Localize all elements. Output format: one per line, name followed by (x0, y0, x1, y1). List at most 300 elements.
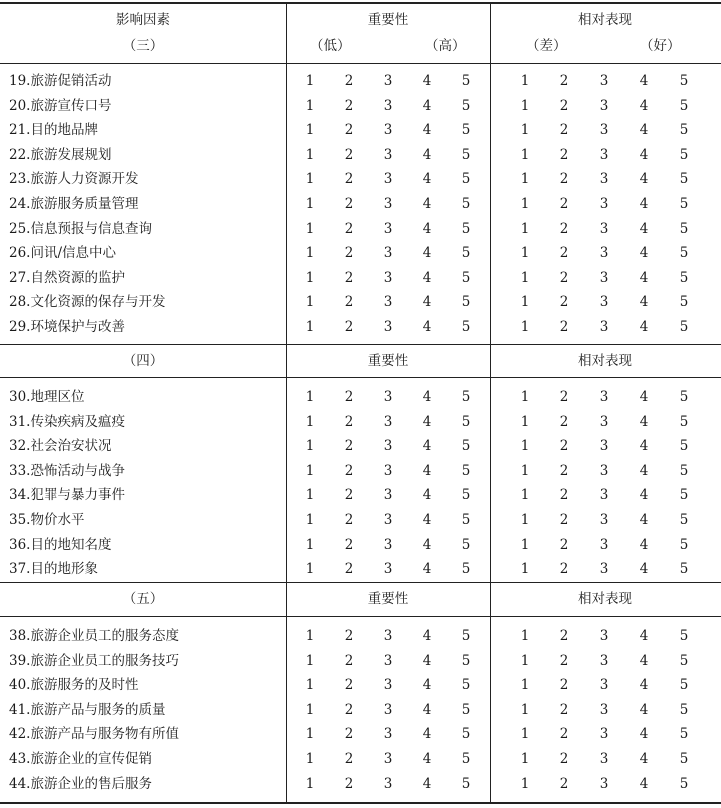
importance-score-3: 3 (383, 147, 393, 163)
performance-score-5: 5 (679, 561, 689, 577)
importance-score-1: 1 (305, 628, 315, 644)
performance-score-2: 2 (559, 512, 569, 528)
performance-score-1: 1 (520, 487, 530, 503)
importance-score-3: 3 (383, 561, 393, 577)
performance-score-5: 5 (679, 245, 689, 261)
importance-score-2: 2 (344, 270, 354, 286)
performance-score-1: 1 (520, 677, 530, 693)
importance-score-1: 1 (305, 537, 315, 553)
importance-score-3: 3 (383, 677, 393, 693)
importance-score-1: 1 (305, 726, 315, 742)
factor-item-label: 41.旅游产品与服务的质量 (9, 702, 166, 718)
table-top-rule (0, 2, 721, 4)
section-four-top-rule (0, 344, 721, 345)
importance-score-3: 3 (383, 196, 393, 212)
performance-score-2: 2 (559, 414, 569, 430)
importance-score-3: 3 (383, 414, 393, 430)
performance-score-5: 5 (679, 537, 689, 553)
performance-score-5: 5 (679, 389, 689, 405)
importance-score-1: 1 (305, 221, 315, 237)
performance-score-2: 2 (559, 73, 569, 89)
performance-score-4: 4 (639, 561, 649, 577)
performance-score-4: 4 (639, 196, 649, 212)
performance-score-2: 2 (559, 245, 569, 261)
performance-score-5: 5 (679, 463, 689, 479)
importance-score-4: 4 (422, 294, 432, 310)
section-four-performance-header: 相对表现 (578, 353, 632, 369)
importance-score-5: 5 (461, 98, 471, 114)
importance-score-4: 4 (422, 147, 432, 163)
performance-score-3: 3 (599, 389, 609, 405)
importance-score-3: 3 (383, 537, 393, 553)
section-five-header-rule (0, 616, 721, 617)
performance-score-1: 1 (520, 270, 530, 286)
performance-score-2: 2 (559, 438, 569, 454)
performance-score-1: 1 (520, 726, 530, 742)
performance-score-1: 1 (520, 122, 530, 138)
performance-score-2: 2 (559, 122, 569, 138)
performance-score-2: 2 (559, 776, 569, 792)
performance-score-2: 2 (559, 677, 569, 693)
importance-score-5: 5 (461, 414, 471, 430)
importance-score-1: 1 (305, 487, 315, 503)
factor-item-label: 24.旅游服务质量管理 (9, 196, 139, 212)
performance-score-1: 1 (520, 319, 530, 335)
importance-score-5: 5 (461, 487, 471, 503)
importance-score-4: 4 (422, 776, 432, 792)
importance-score-3: 3 (383, 122, 393, 138)
importance-score-4: 4 (422, 463, 432, 479)
importance-score-5: 5 (461, 73, 471, 89)
importance-score-3: 3 (383, 487, 393, 503)
importance-score-1: 1 (305, 73, 315, 89)
performance-score-4: 4 (639, 122, 649, 138)
importance-column-header: 重要性 (367, 12, 409, 28)
importance-score-4: 4 (422, 628, 432, 644)
importance-score-3: 3 (383, 73, 393, 89)
importance-score-4: 4 (422, 245, 432, 261)
importance-score-5: 5 (461, 245, 471, 261)
importance-score-1: 1 (305, 319, 315, 335)
performance-score-4: 4 (639, 537, 649, 553)
factor-item-label: 35.物价水平 (9, 512, 85, 528)
performance-score-1: 1 (520, 73, 530, 89)
importance-score-1: 1 (305, 702, 315, 718)
importance-score-2: 2 (344, 751, 354, 767)
importance-score-3: 3 (383, 702, 393, 718)
performance-score-5: 5 (679, 512, 689, 528)
importance-score-1: 1 (305, 512, 315, 528)
importance-low-label: （低） (310, 38, 351, 54)
performance-score-3: 3 (599, 512, 609, 528)
performance-score-1: 1 (520, 414, 530, 430)
importance-score-5: 5 (461, 196, 471, 212)
importance-score-4: 4 (422, 702, 432, 718)
importance-score-5: 5 (461, 221, 471, 237)
section-four-label: （四） (122, 353, 164, 369)
importance-score-2: 2 (344, 653, 354, 669)
performance-score-2: 2 (559, 463, 569, 479)
importance-score-2: 2 (344, 122, 354, 138)
performance-score-2: 2 (559, 294, 569, 310)
importance-score-4: 4 (422, 221, 432, 237)
importance-score-5: 5 (461, 751, 471, 767)
performance-score-3: 3 (599, 561, 609, 577)
performance-score-4: 4 (639, 319, 649, 335)
importance-score-3: 3 (383, 726, 393, 742)
performance-column-header: 相对表现 (578, 12, 632, 28)
performance-score-5: 5 (679, 628, 689, 644)
factor-item-label: 43.旅游企业的宣传促销 (9, 751, 152, 767)
performance-score-1: 1 (520, 389, 530, 405)
performance-score-2: 2 (559, 221, 569, 237)
importance-score-1: 1 (305, 463, 315, 479)
importance-score-5: 5 (461, 389, 471, 405)
importance-score-2: 2 (344, 628, 354, 644)
importance-score-1: 1 (305, 122, 315, 138)
performance-score-4: 4 (639, 438, 649, 454)
performance-score-2: 2 (559, 653, 569, 669)
importance-score-3: 3 (383, 463, 393, 479)
performance-score-3: 3 (599, 487, 609, 503)
importance-score-4: 4 (422, 653, 432, 669)
column-divider-right (490, 2, 491, 804)
importance-score-3: 3 (383, 512, 393, 528)
importance-score-2: 2 (344, 726, 354, 742)
performance-score-5: 5 (679, 487, 689, 503)
importance-score-3: 3 (383, 319, 393, 335)
importance-score-2: 2 (344, 73, 354, 89)
performance-score-4: 4 (639, 98, 649, 114)
performance-score-1: 1 (520, 537, 530, 553)
importance-score-4: 4 (422, 122, 432, 138)
importance-score-4: 4 (422, 171, 432, 187)
importance-score-4: 4 (422, 751, 432, 767)
factor-item-label: 40.旅游服务的及时性 (9, 677, 139, 693)
factor-item-label: 42.旅游产品与服务物有所值 (9, 726, 179, 742)
importance-score-4: 4 (422, 73, 432, 89)
factor-item-label: 31.传染疾病及瘟疫 (9, 414, 125, 430)
importance-score-4: 4 (422, 414, 432, 430)
importance-score-2: 2 (344, 319, 354, 335)
performance-score-4: 4 (639, 776, 649, 792)
importance-high-label: （高） (425, 38, 466, 54)
performance-score-4: 4 (639, 171, 649, 187)
performance-score-5: 5 (679, 171, 689, 187)
importance-score-2: 2 (344, 512, 354, 528)
importance-score-1: 1 (305, 677, 315, 693)
section-five-label: （五） (122, 591, 164, 607)
performance-score-4: 4 (639, 751, 649, 767)
factor-column-header: 影响因素 (116, 12, 170, 28)
performance-score-3: 3 (599, 221, 609, 237)
importance-score-2: 2 (344, 98, 354, 114)
importance-score-3: 3 (383, 171, 393, 187)
performance-score-4: 4 (639, 294, 649, 310)
importance-score-2: 2 (344, 487, 354, 503)
importance-score-4: 4 (422, 196, 432, 212)
performance-score-3: 3 (599, 702, 609, 718)
factor-item-label: 33.恐怖活动与战争 (9, 463, 125, 479)
importance-score-1: 1 (305, 561, 315, 577)
performance-score-3: 3 (599, 270, 609, 286)
importance-score-4: 4 (422, 487, 432, 503)
performance-score-4: 4 (639, 677, 649, 693)
performance-score-3: 3 (599, 677, 609, 693)
performance-score-5: 5 (679, 294, 689, 310)
performance-score-3: 3 (599, 122, 609, 138)
performance-score-5: 5 (679, 438, 689, 454)
performance-score-3: 3 (599, 628, 609, 644)
importance-score-2: 2 (344, 438, 354, 454)
importance-score-3: 3 (383, 245, 393, 261)
importance-score-4: 4 (422, 319, 432, 335)
importance-score-5: 5 (461, 319, 471, 335)
importance-score-1: 1 (305, 270, 315, 286)
importance-score-1: 1 (305, 776, 315, 792)
performance-score-1: 1 (520, 512, 530, 528)
importance-score-2: 2 (344, 221, 354, 237)
importance-score-3: 3 (383, 653, 393, 669)
performance-score-4: 4 (639, 653, 649, 669)
factor-item-label: 32.社会治安状况 (9, 438, 112, 454)
importance-score-3: 3 (383, 751, 393, 767)
performance-score-3: 3 (599, 319, 609, 335)
importance-score-5: 5 (461, 122, 471, 138)
importance-score-4: 4 (422, 438, 432, 454)
importance-score-2: 2 (344, 702, 354, 718)
importance-score-4: 4 (422, 512, 432, 528)
factor-item-label: 34.犯罪与暴力事件 (9, 487, 125, 503)
performance-score-4: 4 (639, 628, 649, 644)
performance-score-4: 4 (639, 270, 649, 286)
factor-item-label: 19.旅游促销活动 (9, 73, 112, 89)
performance-score-1: 1 (520, 438, 530, 454)
importance-score-1: 1 (305, 294, 315, 310)
importance-score-4: 4 (422, 561, 432, 577)
performance-score-5: 5 (679, 73, 689, 89)
performance-score-5: 5 (679, 677, 689, 693)
importance-score-1: 1 (305, 196, 315, 212)
performance-score-2: 2 (559, 171, 569, 187)
performance-score-5: 5 (679, 653, 689, 669)
performance-score-2: 2 (559, 628, 569, 644)
factor-item-label: 30.地理区位 (9, 389, 85, 405)
importance-score-5: 5 (461, 438, 471, 454)
factor-item-label: 44.旅游企业的售后服务 (9, 776, 152, 792)
importance-score-3: 3 (383, 98, 393, 114)
performance-score-2: 2 (559, 487, 569, 503)
importance-score-4: 4 (422, 270, 432, 286)
importance-score-4: 4 (422, 677, 432, 693)
performance-score-3: 3 (599, 147, 609, 163)
importance-score-5: 5 (461, 561, 471, 577)
importance-score-2: 2 (344, 147, 354, 163)
section-five-performance-header: 相对表现 (578, 591, 632, 607)
performance-score-2: 2 (559, 389, 569, 405)
factor-item-label: 21.目的地品牌 (9, 122, 98, 138)
performance-score-1: 1 (520, 245, 530, 261)
performance-score-5: 5 (679, 702, 689, 718)
performance-score-2: 2 (559, 270, 569, 286)
factor-item-label: 26.问讯/信息中心 (9, 245, 117, 261)
performance-score-4: 4 (639, 512, 649, 528)
section-four-header-rule (0, 377, 721, 378)
importance-score-3: 3 (383, 776, 393, 792)
performance-score-1: 1 (520, 702, 530, 718)
performance-score-3: 3 (599, 776, 609, 792)
column-divider-left (286, 2, 287, 804)
performance-score-3: 3 (599, 196, 609, 212)
performance-score-3: 3 (599, 414, 609, 430)
importance-score-1: 1 (305, 98, 315, 114)
importance-score-3: 3 (383, 221, 393, 237)
importance-score-3: 3 (383, 389, 393, 405)
factor-item-label: 20.旅游宣传口号 (9, 98, 112, 114)
performance-score-1: 1 (520, 196, 530, 212)
importance-score-5: 5 (461, 270, 471, 286)
importance-score-4: 4 (422, 537, 432, 553)
performance-score-3: 3 (599, 537, 609, 553)
importance-score-3: 3 (383, 270, 393, 286)
section-three-label: （三） (122, 38, 164, 54)
performance-score-4: 4 (639, 147, 649, 163)
factor-item-label: 23.旅游人力资源开发 (9, 171, 139, 187)
importance-score-5: 5 (461, 512, 471, 528)
performance-score-1: 1 (520, 751, 530, 767)
importance-score-2: 2 (344, 196, 354, 212)
performance-score-3: 3 (599, 653, 609, 669)
importance-score-2: 2 (344, 561, 354, 577)
importance-score-5: 5 (461, 537, 471, 553)
performance-score-3: 3 (599, 171, 609, 187)
importance-score-5: 5 (461, 463, 471, 479)
importance-score-5: 5 (461, 677, 471, 693)
performance-bad-label: （差） (526, 38, 567, 54)
importance-score-5: 5 (461, 171, 471, 187)
section-four-importance-header: 重要性 (367, 353, 409, 369)
performance-score-4: 4 (639, 463, 649, 479)
performance-score-4: 4 (639, 702, 649, 718)
importance-score-1: 1 (305, 171, 315, 187)
performance-score-4: 4 (639, 389, 649, 405)
importance-score-2: 2 (344, 463, 354, 479)
importance-score-2: 2 (344, 245, 354, 261)
performance-score-4: 4 (639, 221, 649, 237)
performance-score-2: 2 (559, 751, 569, 767)
performance-score-1: 1 (520, 561, 530, 577)
importance-score-5: 5 (461, 776, 471, 792)
factor-item-label: 38.旅游企业员工的服务态度 (9, 628, 179, 644)
performance-score-5: 5 (679, 98, 689, 114)
performance-score-3: 3 (599, 98, 609, 114)
factor-item-label: 28.文化资源的保存与开发 (9, 294, 166, 310)
importance-score-1: 1 (305, 653, 315, 669)
importance-score-2: 2 (344, 171, 354, 187)
performance-score-2: 2 (559, 319, 569, 335)
performance-score-2: 2 (559, 726, 569, 742)
importance-score-2: 2 (344, 389, 354, 405)
performance-score-3: 3 (599, 726, 609, 742)
importance-score-5: 5 (461, 726, 471, 742)
factor-item-label: 37.目的地形象 (9, 561, 98, 577)
performance-score-4: 4 (639, 414, 649, 430)
importance-score-2: 2 (344, 677, 354, 693)
importance-score-1: 1 (305, 245, 315, 261)
performance-score-5: 5 (679, 122, 689, 138)
performance-score-1: 1 (520, 294, 530, 310)
performance-score-5: 5 (679, 726, 689, 742)
importance-score-5: 5 (461, 147, 471, 163)
importance-score-1: 1 (305, 414, 315, 430)
performance-score-1: 1 (520, 171, 530, 187)
performance-score-3: 3 (599, 438, 609, 454)
importance-score-2: 2 (344, 537, 354, 553)
performance-score-5: 5 (679, 776, 689, 792)
performance-score-2: 2 (559, 702, 569, 718)
performance-score-5: 5 (679, 221, 689, 237)
factor-item-label: 22.旅游发展规划 (9, 147, 112, 163)
performance-score-5: 5 (679, 414, 689, 430)
importance-score-4: 4 (422, 389, 432, 405)
importance-score-1: 1 (305, 751, 315, 767)
performance-score-5: 5 (679, 147, 689, 163)
importance-score-5: 5 (461, 294, 471, 310)
performance-good-label: （好） (640, 38, 681, 54)
factor-item-label: 25.信息预报与信息查询 (9, 221, 152, 237)
performance-score-1: 1 (520, 221, 530, 237)
performance-score-2: 2 (559, 196, 569, 212)
importance-score-1: 1 (305, 438, 315, 454)
importance-score-3: 3 (383, 294, 393, 310)
performance-score-4: 4 (639, 726, 649, 742)
performance-score-3: 3 (599, 245, 609, 261)
factor-item-label: 36.目的地知名度 (9, 537, 112, 553)
factor-item-label: 27.自然资源的监护 (9, 270, 125, 286)
performance-score-5: 5 (679, 196, 689, 212)
performance-score-3: 3 (599, 751, 609, 767)
header-bottom-rule (0, 63, 721, 64)
performance-score-2: 2 (559, 98, 569, 114)
performance-score-5: 5 (679, 751, 689, 767)
table-bottom-rule (0, 802, 721, 804)
section-five-importance-header: 重要性 (367, 591, 409, 607)
performance-score-4: 4 (639, 245, 649, 261)
performance-score-3: 3 (599, 463, 609, 479)
performance-score-1: 1 (520, 463, 530, 479)
importance-score-4: 4 (422, 726, 432, 742)
performance-score-1: 1 (520, 653, 530, 669)
factor-item-label: 29.环境保护与改善 (9, 319, 125, 335)
performance-score-1: 1 (520, 98, 530, 114)
performance-score-2: 2 (559, 147, 569, 163)
importance-score-5: 5 (461, 628, 471, 644)
importance-score-4: 4 (422, 98, 432, 114)
performance-score-2: 2 (559, 561, 569, 577)
performance-score-3: 3 (599, 73, 609, 89)
section-five-top-rule (0, 582, 721, 583)
performance-score-1: 1 (520, 147, 530, 163)
performance-score-3: 3 (599, 294, 609, 310)
performance-score-4: 4 (639, 73, 649, 89)
importance-score-2: 2 (344, 776, 354, 792)
factor-item-label: 39.旅游企业员工的服务技巧 (9, 653, 179, 669)
importance-score-1: 1 (305, 389, 315, 405)
importance-score-5: 5 (461, 653, 471, 669)
importance-score-5: 5 (461, 702, 471, 718)
performance-score-5: 5 (679, 270, 689, 286)
importance-score-1: 1 (305, 147, 315, 163)
